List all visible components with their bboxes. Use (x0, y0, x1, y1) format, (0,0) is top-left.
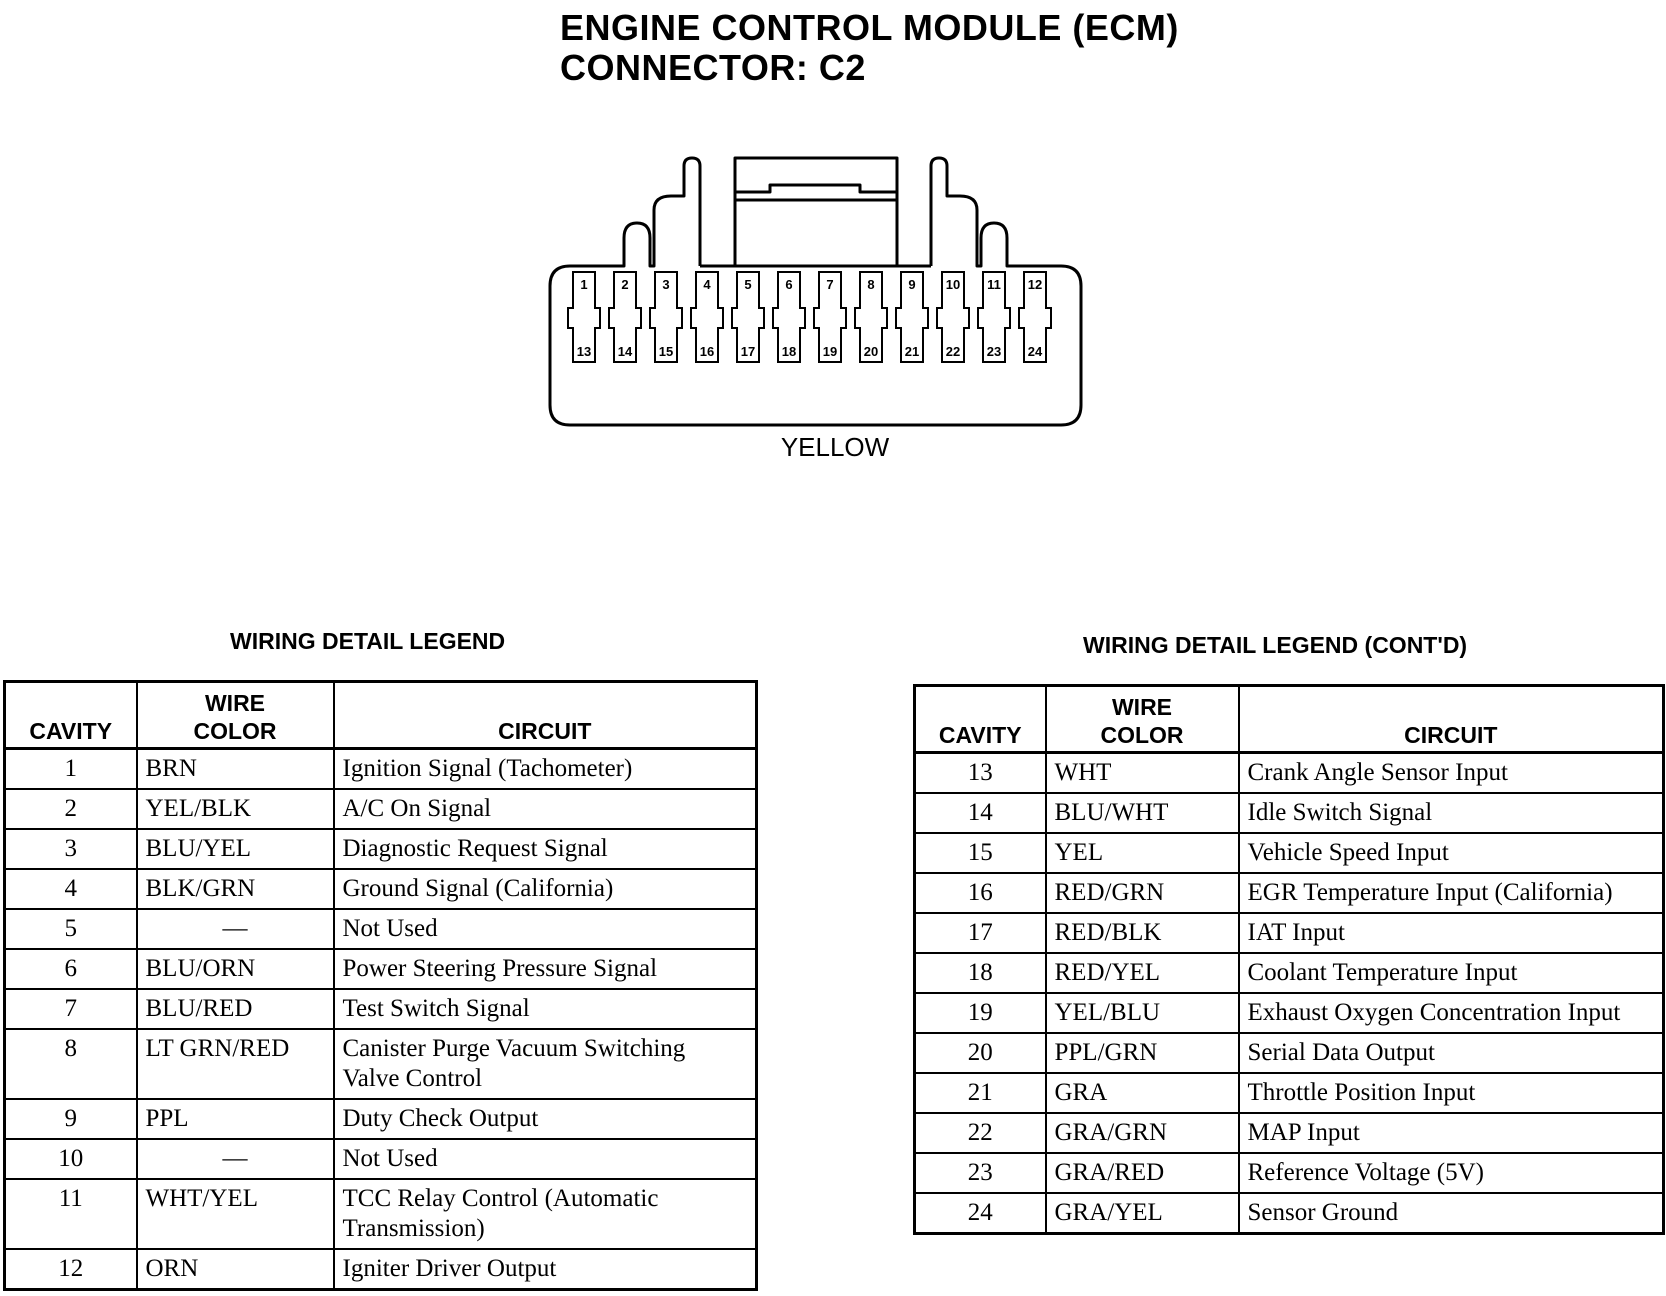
legend-title-right: WIRING DETAIL LEGEND (CONT'D) (1083, 632, 1468, 658)
pin-cavity (855, 272, 887, 362)
circuit-cell: Sensor Ground (1239, 1193, 1664, 1234)
pin-number-bottom: 21 (904, 344, 920, 359)
table-row (5, 1029, 757, 1099)
pin-number-bottom: 18 (781, 344, 797, 359)
wire-color-cell: BLU/RED (137, 989, 334, 1029)
wire-header-line1: WIRE (1111, 694, 1173, 720)
table-row (5, 1099, 757, 1139)
legend-rows-right (915, 753, 1664, 1234)
pin-cavity (814, 272, 846, 362)
cavity-cell: 22 (915, 1113, 1046, 1153)
circuit-cell: EGR Temperature Input (California) (1239, 873, 1664, 913)
circuit-cell: Idle Switch Signal (1239, 793, 1664, 833)
circuit-cell: Throttle Position Input (1239, 1073, 1664, 1113)
wiring-legend-table-right (913, 684, 1665, 1235)
wire-color-cell: GRA/RED (1046, 1153, 1239, 1193)
table-row (5, 909, 757, 949)
wire-color-cell: LT GRN/RED (137, 1029, 334, 1099)
pin-cavity (650, 272, 682, 362)
circuit-cell: Vehicle Speed Input (1239, 833, 1664, 873)
table-row (5, 1179, 757, 1249)
column-header-circuit: CIRCUIT (334, 682, 757, 749)
cavity-cell: 10 (5, 1139, 137, 1179)
circuit-cell: Not Used (334, 1139, 757, 1179)
diagram-title (560, 8, 1179, 88)
table-row (915, 993, 1664, 1033)
cavity-cell: 24 (915, 1193, 1046, 1234)
column-header-cavity: CAVITY (915, 686, 1046, 753)
table-row (5, 869, 757, 909)
pin-number-top: 8 (867, 277, 875, 292)
table-row (5, 789, 757, 829)
table-row (5, 1139, 757, 1179)
pin-number-bottom: 20 (863, 344, 879, 359)
table-row (5, 949, 757, 989)
cavity-cell: 18 (915, 953, 1046, 993)
circuit-cell: Igniter Driver Output (334, 1249, 757, 1290)
cavity-cell: 11 (5, 1179, 137, 1249)
column-header-circuit: CIRCUIT (1239, 686, 1664, 753)
pin-cavity (732, 272, 764, 362)
wire-color-cell: WHT/YEL (137, 1179, 334, 1249)
column-header-wire-color (137, 682, 334, 749)
cavity-cell: 14 (915, 793, 1046, 833)
cavity-cell: 15 (915, 833, 1046, 873)
wire-color-cell: YEL/BLU (1046, 993, 1239, 1033)
wire-color-cell: BLU/YEL (137, 829, 334, 869)
pin-number-top: 11 (987, 277, 1001, 292)
connector-diagram (540, 150, 1120, 470)
connector-housing (550, 158, 1081, 425)
legend-title-left: WIRING DETAIL LEGEND (230, 628, 506, 654)
pin-cavity (896, 272, 928, 362)
pin-number-bottom: 23 (986, 344, 1002, 359)
wire-color-cell: GRA/GRN (1046, 1113, 1239, 1153)
pin-cavity (609, 272, 641, 362)
table-row (915, 1113, 1664, 1153)
pin-number-top: 10 (945, 277, 961, 292)
wire-color-cell: RED/BLK (1046, 913, 1239, 953)
pin-number-bottom: 16 (699, 344, 715, 359)
circuit-cell: Serial Data Output (1239, 1033, 1664, 1073)
circuit-cell: Diagnostic Request Signal (334, 829, 757, 869)
cavity-cell: 20 (915, 1033, 1046, 1073)
table-row (5, 749, 757, 790)
pin-number-top: 3 (662, 277, 670, 292)
circuit-cell: Exhaust Oxygen Concentration Input (1239, 993, 1664, 1033)
pin-number-top: 5 (744, 277, 752, 292)
wire-color-cell: YEL/BLK (137, 789, 334, 829)
pin-number-bottom: 24 (1027, 344, 1043, 359)
wiring-legend-table-left (3, 680, 758, 1291)
table-row (915, 953, 1664, 993)
cavity-cell: 13 (915, 753, 1046, 794)
pin-number-bottom: 13 (576, 344, 592, 359)
pin-number-top: 4 (703, 277, 711, 292)
cavity-cell: 12 (5, 1249, 137, 1290)
pin-number-top: 12 (1027, 277, 1043, 292)
table-row (915, 1193, 1664, 1234)
left-latch (570, 158, 700, 266)
cavity-cell: 5 (5, 909, 137, 949)
pin-number-top: 7 (826, 277, 834, 292)
wire-color-cell: — (137, 909, 334, 949)
circuit-cell: Power Steering Pressure Signal (334, 949, 757, 989)
pin-number-top: 2 (621, 277, 629, 292)
wire-header-line1: WIRE (204, 690, 266, 716)
table-row (915, 1153, 1664, 1193)
pin-cavity (691, 272, 723, 362)
cavity-cell: 1 (5, 749, 137, 790)
table-row (915, 913, 1664, 953)
circuit-cell: Ignition Signal (Tachometer) (334, 749, 757, 790)
pin-number-top: 6 (785, 277, 793, 292)
pin-number-bottom: 14 (617, 344, 633, 359)
pin-cavity (937, 272, 969, 362)
right-latch (931, 158, 1061, 266)
wire-header-line2: COLOR (193, 718, 277, 744)
pin-cavity (1019, 272, 1051, 362)
circuit-cell: Test Switch Signal (334, 989, 757, 1029)
connector-pins (568, 272, 1051, 362)
cavity-cell: 8 (5, 1029, 137, 1099)
cavity-cell: 23 (915, 1153, 1046, 1193)
circuit-cell: A/C On Signal (334, 789, 757, 829)
circuit-cell: MAP Input (1239, 1113, 1664, 1153)
table-row (915, 833, 1664, 873)
cavity-cell: 21 (915, 1073, 1046, 1113)
pin-cavity (978, 272, 1010, 362)
circuit-cell: Ground Signal (California) (334, 869, 757, 909)
wire-color-cell: YEL (1046, 833, 1239, 873)
title-connector: CONNECTOR: C2 (560, 47, 866, 88)
pin-number-bottom: 22 (945, 344, 961, 359)
wire-color-cell: — (137, 1139, 334, 1179)
wire-color-cell: PPL/GRN (1046, 1033, 1239, 1073)
wire-color-cell: BRN (137, 749, 334, 790)
cavity-cell: 19 (915, 993, 1046, 1033)
circuit-cell: Reference Voltage (5V) (1239, 1153, 1664, 1193)
pin-cavity (773, 272, 805, 362)
pin-cavity (568, 272, 600, 362)
table-row (5, 1249, 757, 1290)
pin-number-bottom: 19 (822, 344, 838, 359)
table-header-row (5, 682, 757, 749)
cavity-cell: 7 (5, 989, 137, 1029)
circuit-cell: IAT Input (1239, 913, 1664, 953)
table-row (915, 1033, 1664, 1073)
wire-color-cell: BLK/GRN (137, 869, 334, 909)
circuit-cell: Not Used (334, 909, 757, 949)
circuit-cell: Canister Purge Vacuum Switching Valve Control (334, 1029, 757, 1099)
circuit-cell: TCC Relay Control (Automatic Transmission) (334, 1179, 757, 1249)
title-module: ENGINE CONTROL MODULE (ECM) (560, 7, 1179, 48)
wire-color-cell: GRA/YEL (1046, 1193, 1239, 1234)
cavity-cell: 17 (915, 913, 1046, 953)
cavity-cell: 6 (5, 949, 137, 989)
column-header-cavity: CAVITY (5, 682, 137, 749)
pin-number-bottom: 17 (740, 344, 756, 359)
table-row (915, 873, 1664, 913)
wire-color-cell: PPL (137, 1099, 334, 1139)
legend-rows-left (5, 749, 757, 1290)
pin-number-top: 9 (908, 277, 916, 292)
lock-tab (735, 158, 897, 266)
cavity-cell: 3 (5, 829, 137, 869)
cavity-cell: 16 (915, 873, 1046, 913)
table-row (5, 829, 757, 869)
table-row (915, 793, 1664, 833)
cavity-cell: 9 (5, 1099, 137, 1139)
wire-color-cell: BLU/WHT (1046, 793, 1239, 833)
wire-color-cell: BLU/ORN (137, 949, 334, 989)
cavity-cell: 4 (5, 869, 137, 909)
wire-color-cell: RED/GRN (1046, 873, 1239, 913)
circuit-cell: Crank Angle Sensor Input (1239, 753, 1664, 794)
table-row (915, 1073, 1664, 1113)
pin-number-top: 1 (580, 277, 588, 292)
table-header-row (915, 686, 1664, 753)
connector-drawing (540, 150, 1120, 430)
table-row (915, 753, 1664, 794)
wire-color-cell: RED/YEL (1046, 953, 1239, 993)
pin-number-bottom: 15 (658, 344, 674, 359)
column-header-wire-color (1046, 686, 1239, 753)
table-row (5, 989, 757, 1029)
wire-color-cell: ORN (137, 1249, 334, 1290)
wire-color-cell: GRA (1046, 1073, 1239, 1113)
circuit-cell: Duty Check Output (334, 1099, 757, 1139)
wire-header-line2: COLOR (1100, 722, 1184, 748)
wire-color-cell: WHT (1046, 753, 1239, 794)
connector-color-label: YELLOW (780, 432, 890, 462)
circuit-cell: Coolant Temperature Input (1239, 953, 1664, 993)
cavity-cell: 2 (5, 789, 137, 829)
lock-tab-ridge (735, 185, 897, 192)
